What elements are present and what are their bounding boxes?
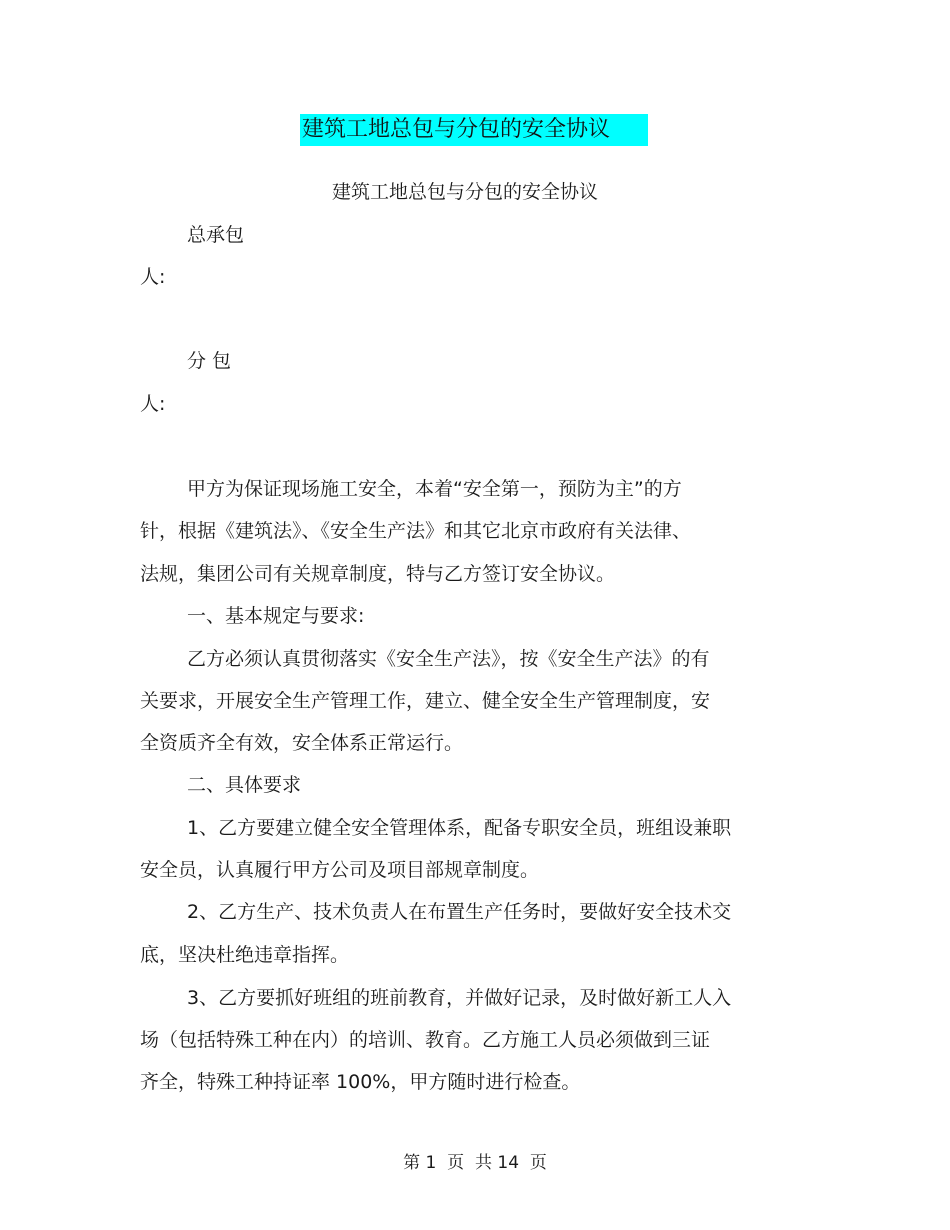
paragraph-line: 齐全，特殊工种持证率 100%，甲方随时进行检查。 xyxy=(140,1071,581,1093)
subcontractor-label-cont: 人: xyxy=(140,393,166,415)
section-heading: 一、基本规定与要求: xyxy=(187,605,365,627)
subcontractor-label: 分 包 xyxy=(187,350,232,372)
paragraph-line: 法规，集团公司有关规章制度，特与乙方签订安全协议。 xyxy=(140,563,616,585)
general-contractor-label: 总承包 xyxy=(187,224,245,246)
general-contractor-label-cont: 人: xyxy=(140,266,166,288)
paragraph-line: 乙方必须认真贯彻落实《安全生产法》，按《安全生产法》的有 xyxy=(187,648,710,670)
section-heading: 二、具体要求 xyxy=(187,774,302,796)
paragraph-line: 安全员，认真履行甲方公司及项目部规章制度。 xyxy=(140,859,540,881)
document-title: 建筑工地总包与分包的安全协议 xyxy=(331,181,598,203)
paragraph-line: 1、乙方要建立健全安全管理体系，配备专职安全员，班组设兼职 xyxy=(187,817,732,839)
paragraph-line: 场（包括特殊工种在内）的培训、教育。乙方施工人员必须做到三证 xyxy=(140,1029,711,1051)
highlighted-title: 建筑工地总包与分包的安全协议 xyxy=(300,114,648,146)
paragraph-line: 全资质齐全有效，安全体系正常运行。 xyxy=(140,732,464,754)
page-number-footer: 第 1 页 共 14 页 xyxy=(403,1153,547,1173)
paragraph-line: 关要求，开展安全生产管理工作，建立、健全安全生产管理制度，安 xyxy=(140,690,711,712)
paragraph-line: 甲方为保证现场施工安全，本着“安全第一，预防为主”的方 xyxy=(187,478,682,500)
paragraph-line: 针，根据《建筑法》、《安全生产法》和其它北京市政府有关法律、 xyxy=(140,520,692,542)
paragraph-line: 3、乙方要抓好班组的班前教育，并做好记录，及时做好新工人入 xyxy=(187,987,732,1009)
paragraph-line: 底，坚决杜绝违章指挥。 xyxy=(140,944,350,966)
paragraph-line: 2、乙方生产、技术负责人在布置生产任务时，要做好安全技术交 xyxy=(187,901,732,923)
